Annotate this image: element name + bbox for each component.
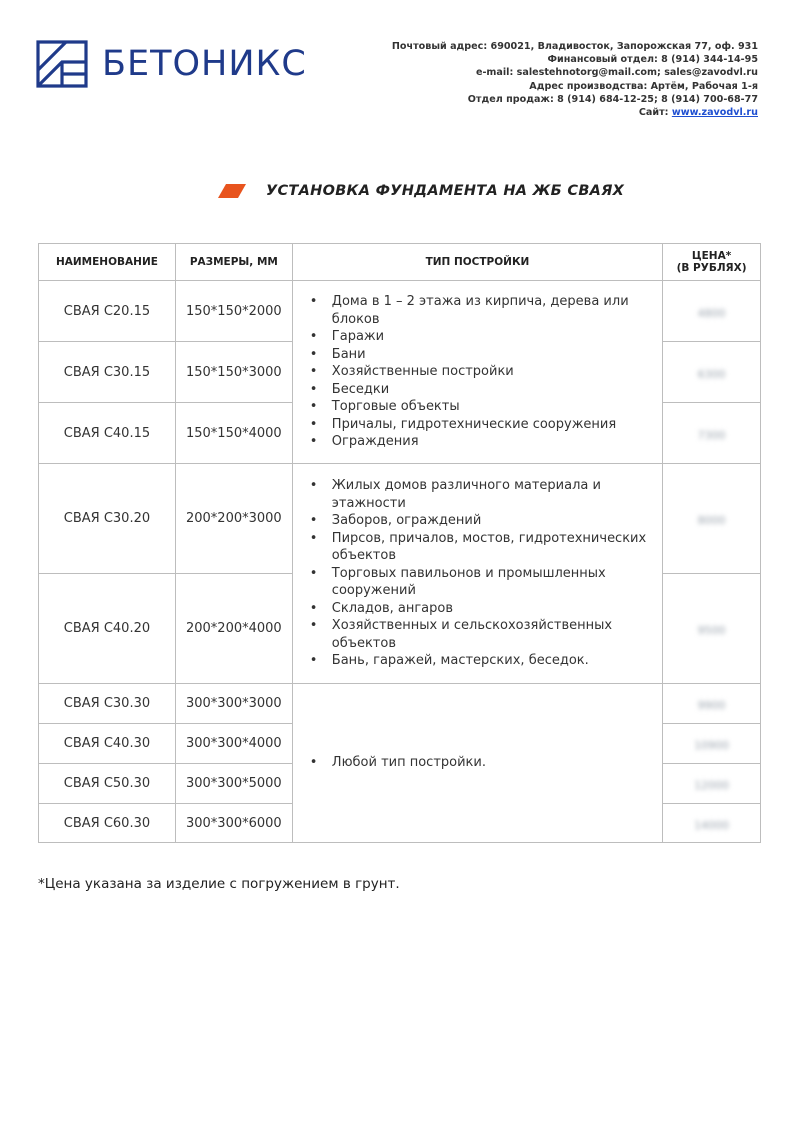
pile-name: СВАЯ С30.15 [39,342,176,403]
contact-block [392,40,758,119]
table-row [39,684,761,724]
pile-size: 200*200*3000 [175,464,292,574]
header-price [663,244,761,281]
title-accent-icon [218,184,246,198]
site-line [392,106,758,119]
pile-size: 300*300*5000 [175,764,292,804]
table-header-row [39,244,761,281]
pile-size: 300*300*4000 [175,724,292,764]
price-cell [663,464,761,574]
type-list [305,293,654,451]
site-link[interactable]: www.zavodvl.ru [671,107,758,119]
postal-address: Почтовый адрес: 690021, Владивосток, Запорожская 77, оф. 931 [391,41,758,52]
pile-name: СВАЯ С30.30 [39,684,176,724]
price-value: 9500 [697,624,726,637]
price-value: 4800 [697,306,726,320]
list-item: • Беседки [305,381,654,399]
email-line: e-mail: salestehnotorg@mail.com; sales@zavodvl.ru [475,67,758,79]
logo-mark-icon [36,40,88,88]
header-price-line1: ЦЕНА* [691,250,732,262]
page-title: УСТАНОВКА ФУНДАМЕНТА НА ЖБ СВАЯХ [266,183,625,199]
pile-name: СВАЯ С50.30 [39,764,176,804]
list-item: • Складов, ангаров [305,600,654,618]
type-list-cell [292,281,662,464]
price-value: 7300 [697,428,726,442]
list-item: • Дома в 1 – 2 этажа из кирпича, дерева или блоков [305,293,654,328]
list-item: • Причалы, гидротехнические сооружения [305,416,654,434]
price-cell [663,574,761,684]
header-size: РАЗМЕРЫ, ММ [175,244,292,281]
price-value: 12000 [694,779,730,792]
production-address: Адрес производства: Артём, Рабочая 1-я [529,80,758,92]
list-item: • Бань, гаражей, мастерских, беседок. [305,652,654,670]
table-row [39,281,761,342]
price-cell [663,804,761,843]
pile-name: СВАЯ С40.15 [39,403,176,464]
list-item: • Любой тип постройки. [305,754,654,772]
pile-size: 200*200*4000 [175,574,292,684]
list-item: • Ограждения [305,433,654,451]
sales-phones: Отдел продаж: 8 (914) 684-12-25; 8 (914) 700-68-77 [467,93,758,105]
price-value: 8000 [697,514,726,527]
price-cell [663,684,761,724]
pile-size: 300*300*6000 [175,804,292,843]
list-item: • Бани [305,346,654,364]
list-item: • Гаражи [305,328,654,346]
piles-table [38,243,761,843]
type-list-cell [292,464,662,684]
price-cell [663,281,761,342]
company-name: БЕТОНИКС [102,44,307,84]
pile-size: 150*150*3000 [175,342,292,403]
pile-size: 150*150*4000 [175,403,292,464]
section-title [218,183,624,199]
header-type: ТИП ПОСТРОЙКИ [292,244,662,281]
pile-size: 150*150*2000 [175,281,292,342]
price-footnote: *Цена указана за изделие с погружением в грунт. [38,876,400,892]
finance-phone: Финансовый отдел: 8 (914) 344-14-95 [547,54,758,66]
list-item: • Пирсов, причалов, мостов, гидротехнических объектов [305,530,654,565]
list-item: • Торговых павильонов и промышленных сооружений [305,565,654,600]
site-label: Сайт: [638,107,672,119]
list-item: • Хозяйственных и сельскохозяйственных объектов [305,617,654,652]
pile-size: 300*300*3000 [175,684,292,724]
list-item: • Торговые объекты [305,398,654,416]
type-list [305,477,654,670]
type-list [305,754,654,772]
price-value: 6300 [697,367,726,381]
list-item: • Жилых домов различного материала и этажности [305,477,654,512]
list-item: • Заборов, ограждений [305,512,654,530]
price-cell [663,342,761,403]
type-list-cell [292,684,662,843]
price-value: 9900 [697,699,726,712]
company-logo [36,40,307,88]
pile-name: СВАЯ С30.20 [39,464,176,574]
price-cell [663,403,761,464]
price-cell [663,764,761,804]
price-value: 10900 [694,739,730,752]
price-value: 14000 [694,818,730,832]
table-row [39,464,761,574]
header-price-line2: (В РУБЛЯХ) [676,262,747,274]
header-name: НАИМЕНОВАНИЕ [39,244,176,281]
price-cell [663,724,761,764]
pile-name: СВАЯ С20.15 [39,281,176,342]
pile-name: СВАЯ С40.20 [39,574,176,684]
pile-name: СВАЯ С40.30 [39,724,176,764]
pile-name: СВАЯ С60.30 [39,804,176,843]
list-item: • Хозяйственные постройки [305,363,654,381]
